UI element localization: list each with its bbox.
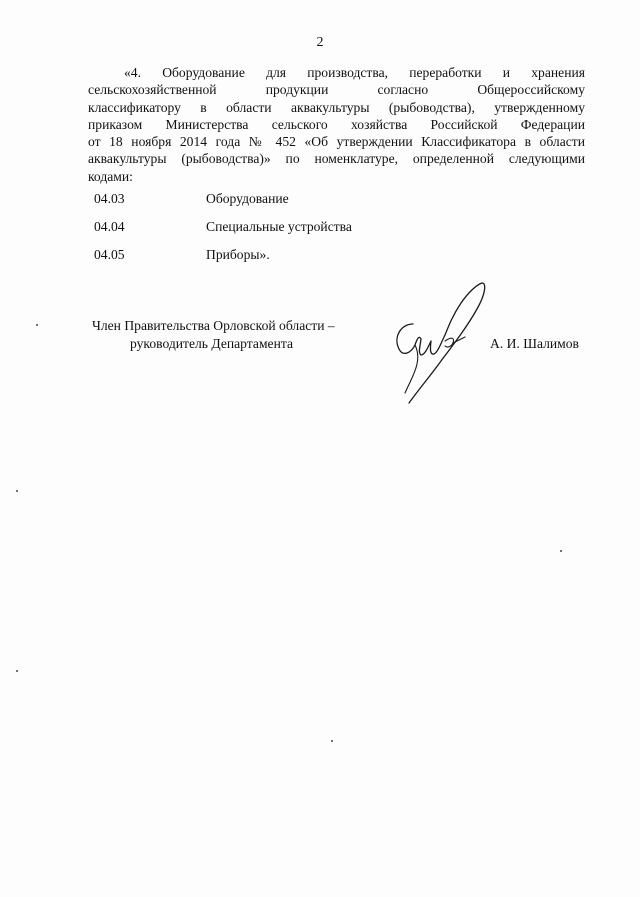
code-number: 04.05 [94, 247, 125, 262]
code-number: 04.04 [94, 219, 125, 234]
paragraph-line: приказом Министерства сельского хозяйства Российской Федерации [88, 116, 585, 132]
body-paragraph [88, 64, 585, 185]
signatory-name: А. И. Шалимов [490, 336, 579, 351]
handwritten-signature [385, 275, 505, 410]
code-row [94, 219, 514, 239]
scan-speck [16, 670, 18, 672]
code-number: 04.03 [94, 191, 125, 206]
code-row [94, 247, 514, 267]
code-description: Оборудование [206, 191, 289, 206]
signatory-title-line1: Член Правительства Орловской области – [92, 318, 335, 333]
page-number: 2 [316, 35, 324, 50]
code-row [94, 191, 514, 211]
scan-speck [560, 550, 562, 552]
signatory-title-line2: руководитель Департамента [130, 336, 293, 351]
scan-speck [331, 740, 333, 742]
scan-speck [36, 324, 38, 326]
code-description: Специальные устройства [206, 219, 352, 234]
scan-speck [16, 490, 18, 492]
paragraph-line: от 18 ноября 2014 года № 452 «Об утверждении Классификатора в области [88, 134, 585, 150]
paragraph-line: сельскохозяйственной продукции согласно Общероссийскому [88, 82, 585, 98]
paragraph-line: кодами: [88, 168, 133, 184]
paragraph-line: аквакультуры (рыбоводства)» по номенклатуре, определенной следующими [88, 151, 585, 167]
paragraph-line: «4. Оборудование для производства, переработки и хранения [124, 65, 585, 80]
code-description: Приборы». [206, 247, 270, 262]
paragraph-line: классификатору в области аквакультуры (рыбоводства), утвержденному [88, 99, 585, 115]
